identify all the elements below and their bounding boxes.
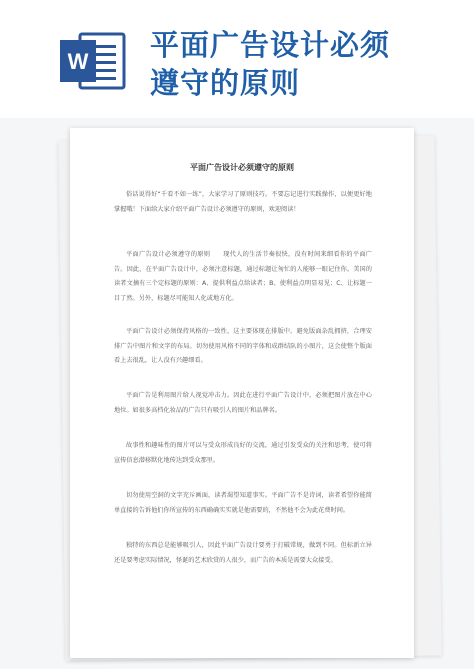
banner-title-line1: 平面广告设计必须 (150, 28, 391, 62)
paragraph-text-principle: 切勿使用空洞的文字充斥画面，读者渴望知道事实。平面广告不是诗词，读者希望你能简单直接的告诉他们你所宣传的东西确确实实就是他需要的，不然他不会为此花费时间。 (114, 492, 372, 514)
document-title: 平面广告设计必须遵守的原则 (190, 163, 294, 172)
paragraph-image-principle: 平面广告是利用图片给人视觉冲击力。因此在进行平面广告设计中，必须把图片放在中心地位。如很多高档化妆品的广告只有吸引人的图片和品牌名。 (114, 392, 372, 414)
document-page (70, 128, 414, 658)
paragraph-unique-principle: 独特的东西总是能够吸引人，因此平面广告设计要勇于打破常规，做到不同。但标新立异还是要考虑实际情况，怪诞的艺术欣赏的人很少，而广告的本质是需要大众接受。 (114, 542, 372, 564)
paragraph-title-principle: 平面广告设计必须遵守的原则 现代人的生活节奏很快，没有时间来细看你的平面广告。因此，在平面广告设计中，必须注意标题，通过标题让匆忙的人能够一眼记住你。美国的读者文摘有三个定标题的原则：A、提供利益点给读者；B、使利益点明显易见；C、让标题一目了然。另外，标题尽可能知人化或地方化。 (114, 251, 372, 302)
banner-title (150, 26, 460, 102)
paragraph-story-principle: 故事性和趣味性的图片可以与受众形成良好的交流，通过引发受众的关注和思考，使可将宣传信息潜移默化地传达到受众那里。 (114, 442, 372, 464)
banner (0, 0, 474, 118)
paragraph-intro: 俗话说得好“千看不如一练”，大家学习了原则技巧。不要忘记进行实践操作，以便更好地掌握哦！下面给大家介绍平面广告设计必须遵守的原则，欢迎阅读！ (114, 191, 372, 213)
word-icon (58, 30, 128, 92)
paragraph-style-principle: 平面广告设计必须保持风格的一致性，这主要体现在排版中。避免版面杂乱拥挤，合理安排广告中图片和文字的布局。切勿使用风格不同的字体和成群结队的小图片，这会使整个版面看上去很乱，让人没有兴趣细看。 (114, 328, 372, 364)
word-icon-letter: W (67, 49, 89, 74)
banner-title-line2: 遵守的原则 (150, 66, 301, 100)
